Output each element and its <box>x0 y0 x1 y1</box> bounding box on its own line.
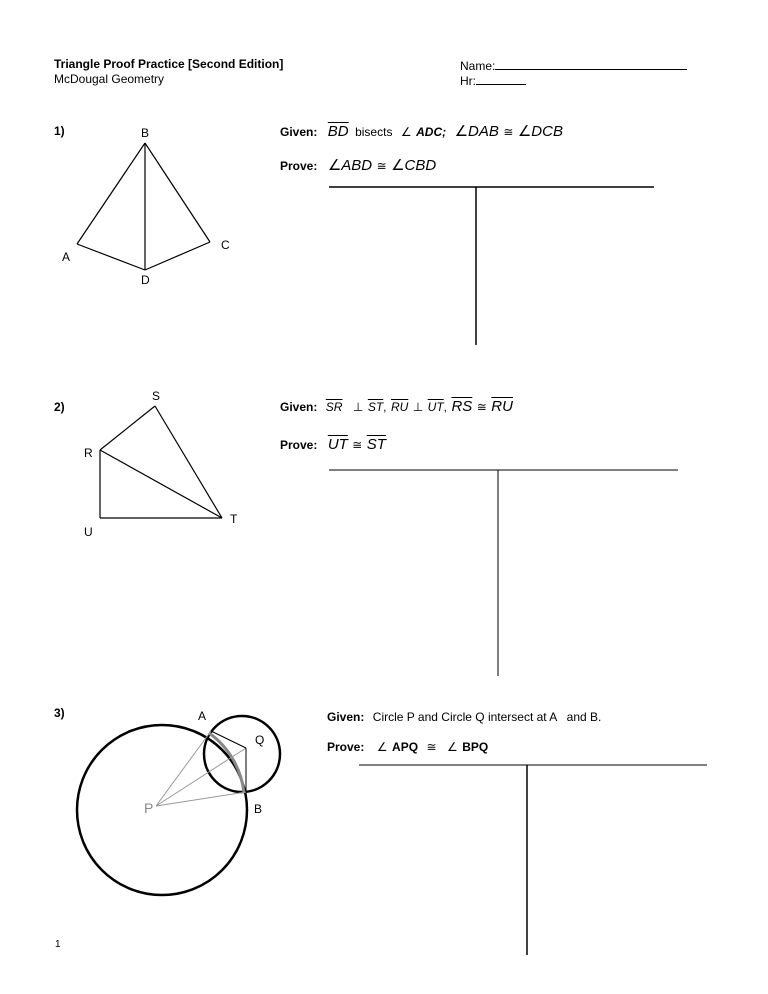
segment-st-text: $\overline{ST}$ <box>367 400 384 414</box>
prove-label: Prove: <box>280 159 318 173</box>
worksheet-subtitle: McDougal Geometry <box>54 72 165 86</box>
given-label: Given: <box>280 125 318 139</box>
angle-bpq: BPQ <box>462 740 489 754</box>
point-p-label: P <box>144 800 154 816</box>
point-q-label: Q <box>255 733 265 747</box>
prove-label: Prove: <box>280 438 318 452</box>
point-r-label: R <box>84 446 93 460</box>
segment-sr-text: $\overline{SR}$ <box>325 400 343 414</box>
angle-symbol: ∠ <box>400 125 412 139</box>
segment-bd-text: $\overline{BD}$ <box>327 123 349 140</box>
point-t-label: T <box>230 512 238 526</box>
point-u-label: U <box>84 525 93 539</box>
angle-abd: ABD <box>341 157 373 174</box>
segment-ru-text: $\overline{RU}$ <box>390 400 409 414</box>
angle-adc: ADC; <box>416 125 447 139</box>
given-text: Circle P and Circle Q intersect at A and B. <box>372 710 602 724</box>
point-a-label: A <box>62 250 71 264</box>
angle-symbol: ∠ <box>517 123 532 140</box>
problem-2-number: 2) <box>54 400 65 414</box>
name-label: Name: <box>460 59 496 73</box>
problem-3-number: 3) <box>54 706 65 720</box>
segment-ru-text-2: $\overline{RU}$ <box>491 398 513 415</box>
point-a-label: A <box>198 709 207 723</box>
angle-dab: DAB <box>468 123 499 140</box>
given-label: Given: <box>280 400 318 414</box>
congruent-symbol: ≅ <box>376 159 387 173</box>
comma: , <box>443 400 448 414</box>
congruent-symbol: ≅ <box>426 740 437 754</box>
comma: , <box>383 400 387 414</box>
segment-st-prove: $\overline{ST}$ <box>366 436 386 453</box>
angle-dcb: DCB <box>531 123 563 140</box>
perpendicular-symbol: ⊥ <box>352 400 364 414</box>
prove-label: Prove: <box>327 740 365 754</box>
point-b-label: B <box>254 802 263 816</box>
angle-symbol: ∠ <box>376 740 388 754</box>
point-s-label: S <box>152 389 161 403</box>
bisects-text: bisects <box>355 125 393 139</box>
given-label: Given: <box>327 710 365 724</box>
angle-symbol: ∠ <box>454 123 469 140</box>
segment-ut-prove: $\overline{UT}$ <box>327 436 348 453</box>
angle-symbol: ∠ <box>447 740 458 754</box>
worksheet-title: Triangle Proof Practice [Second Edition] <box>54 57 284 71</box>
angle-symbol: ∠ <box>327 157 342 174</box>
congruent-symbol: ≅ <box>352 438 363 452</box>
angle-cbd: CBD <box>404 157 437 174</box>
point-c-label: C <box>221 238 230 252</box>
congruent-symbol: ≅ <box>476 400 487 414</box>
point-d-label: D <box>141 273 150 287</box>
perpendicular-symbol: ⊥ <box>412 400 424 414</box>
segment-ut-text: $\overline{UT}$ <box>427 400 444 414</box>
angle-symbol: ∠ <box>391 157 405 174</box>
page-number: 1 <box>55 939 61 950</box>
point-b-label: B <box>141 126 150 140</box>
segment-rs-text: $\overline{RS}$ <box>451 398 473 415</box>
problem-1-number: 1) <box>54 124 65 138</box>
congruent-symbol: ≅ <box>503 125 514 139</box>
hr-label: Hr: <box>460 74 476 88</box>
angle-apq: APQ <box>392 740 419 754</box>
